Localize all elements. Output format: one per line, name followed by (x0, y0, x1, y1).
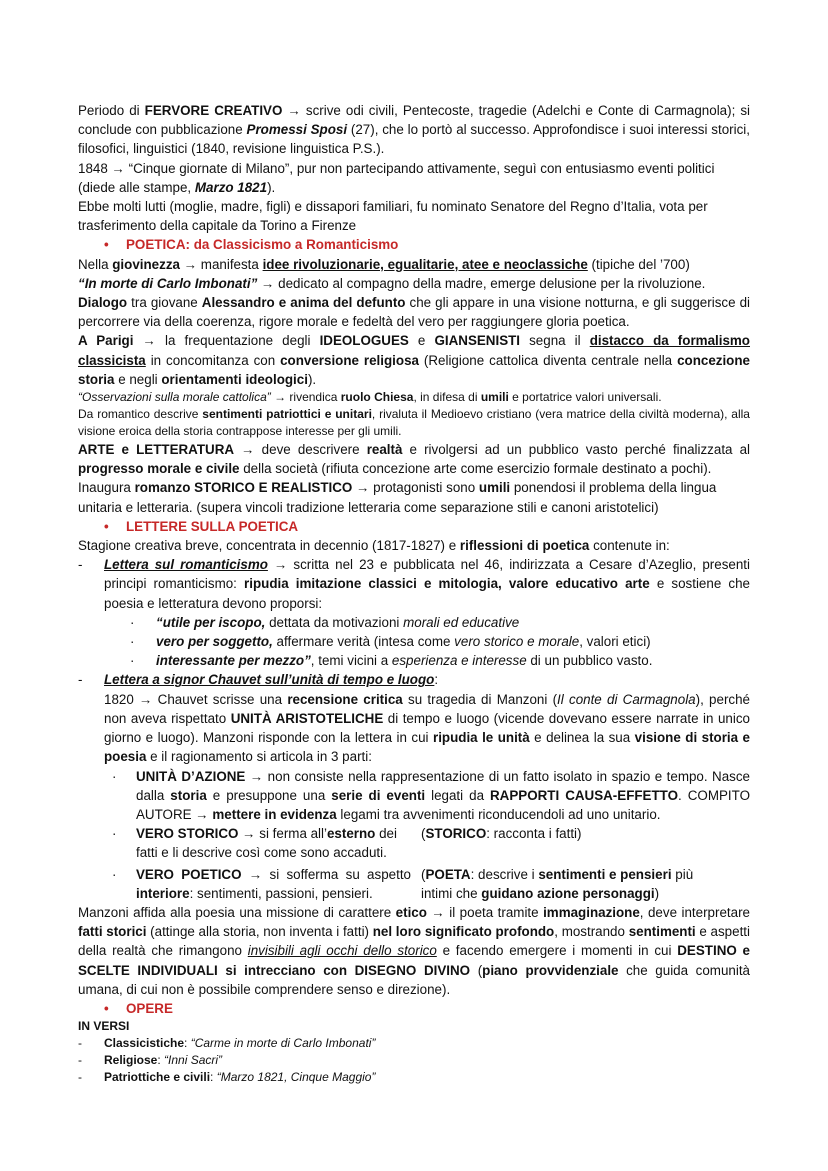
paragraph-osservazioni: “Osservazioni sulla morale cattolica” → rivendica ruolo Chiesa, in difesa di umili e portatrice valori universali. (78, 390, 662, 405)
paragraph-giovinezza: Nella giovinezza → manifesta idee rivoluzionarie, egualitarie, atee e neoclassiche (tipiche del ’700) (78, 256, 690, 272)
dash-marker: - (78, 1053, 82, 1068)
sub-item-vero-poetico: · VERO POETICO → si sofferma su aspetto interiore: sentimenti, passioni, pensieri. (112, 866, 411, 901)
sub-item-vero: · vero per soggetto, affermare verità (intesa come vero storico e morale, valori etici) (78, 632, 750, 651)
paragraph-stagione: Stagione creativa breve, concentrata in decennio (1817-1827) e riflessioni di poetica contenute in: (78, 538, 670, 554)
sub-item-interessante: · interessante per mezzo”, temi vicini a esperienza e interesse di un pubblico vasto. (78, 651, 750, 670)
list-item-lettera-romanticismo: - Lettera sul romanticismo → scritta nel 23 e pubblicata nel 46, indirizzata a Cesare d’Azeglio, presenti principi romanticismo: ripudia imitazione classici e mitologia, valore educativo arte e sostiene che poesia e letteratura devono proporsi: (78, 557, 750, 611)
section-heading-opere: • OPERE (78, 999, 750, 1018)
dot-marker: · (112, 826, 117, 842)
list-item-lettera-chauvet: - Lettera a signor Chauvet sull’unità di tempo e luogo: (78, 670, 750, 689)
list-item-classicistiche: - Classicistiche: “Carme in morte di Carlo Imbonati” (78, 1036, 376, 1051)
paragraph-dialogo: Dialogo tra giovane Alessandro e anima del defunto che gli appare in una visione notturna, e gli suggerisce di percorrere via della coerenza, rigore morale e fedeltà del vero per raggiungere gloria poetica. (78, 295, 750, 330)
dot-marker: · (112, 866, 117, 882)
paragraph-romantico: Da romantico descrive sentimenti patriottici e unitari, rivaluta il Medioevo cristiano (vera matrice della civiltà moderna), alla visione eroica della storia contrappose interesse per gli umili. (78, 407, 750, 439)
paragraph-1848: 1848 → “Cinque giornate di Milano”, pur non partecipando attivamente, seguì con entusiasmo eventi politici (diede alle stampe, Marzo 1821). (78, 160, 715, 195)
note-poeta: (POETA: descrive i sentimenti e pensieri più intimi che guidano azione personaggi) (421, 866, 694, 901)
dash-marker: - (78, 557, 83, 573)
subheading-in-versi: IN VERSI (78, 1019, 130, 1034)
sub-item-vero-storico: · VERO STORICO → si ferma all’esterno dei fatti e li descrive così come sono accaduti. (112, 826, 397, 861)
dot-marker: · (130, 653, 135, 669)
list-item-patriottiche: - Patriottiche e civili: “Marzo 1821, Cinque Maggio” (78, 1070, 376, 1085)
section-heading-poetica: • POETICA: da Classicismo a Romanticismo (78, 235, 750, 254)
section-heading-lettere: • LETTERE SULLA POETICA (78, 517, 750, 536)
bullet-icon: • (104, 1000, 109, 1016)
bullet-icon: • (104, 237, 109, 253)
dash-marker: - (78, 1036, 82, 1051)
sub-item-utile: · “utile per iscopo, dettata da motivazioni morali ed educative (78, 613, 750, 632)
dash-marker: - (78, 672, 83, 688)
row-vero-storico (78, 824, 750, 862)
paragraph-arte: ARTE e LETTERATURA → deve descrivere realtà e rivolgersi ad un pubblico vasto perché finalizzata al progresso morale e civile della società (rifiuta concezione arte come esercizio formale destinato a pochi). (78, 442, 751, 477)
paragraph-lutti: Ebbe molti lutti (moglie, madre, figli) e dissapori familiari, fu nominato Senatore del Regno d’Italia, vota per trasferimento della capitale da Torino a Firenze (78, 199, 708, 234)
paragraph-parigi: A Parigi → la frequentazione degli IDEOLOGUES e GIANSENISTI segna il distacco da formalismo classicista in concomitanza con conversione religiosa (Religione cattolica diventa centrale nella concezione storia e negli orientamenti ideologici). (78, 333, 750, 387)
row-vero-poetico (78, 865, 750, 903)
dot-marker: · (130, 614, 135, 630)
paragraph-romanzo: Inaugura romanzo STORICO E REALISTICO → protagonisti sono umili ponendosi il problema della lingua unitaria e letteraria. (supera vincoli tradizione letteraria come separazione stili e canoni aristotelici) (78, 480, 717, 515)
dot-marker: · (130, 634, 135, 650)
dot-marker: · (112, 768, 117, 784)
note-storico: (STORICO: racconta i fatti) (421, 826, 582, 842)
sub-item-unita-azione: · UNITÀ D’AZIONE → non consiste nella rappresentazione di un fatto isolato in spazio e tempo. Nasce dalla storia e presuppone una serie di eventi legati da RAPPORTI CAUSA-EFFETTO. COMPITO AUTORE → mettere in evidenza legami tra avvenimenti riconducendoli ad uno unitario. (112, 768, 750, 822)
paragraph-chauvet: 1820 → Chauvet scrisse una recensione critica su tragedia di Manzoni (Il conte di Carmagnola), perché non aveva rispettato UNITÀ ARISTOTELICHE di tempo e luogo (vicende dovevano essere narrate in unico giorno e luogo). Manzoni risponde con la lettera in cui ripudia le unità e delinea la sua visione di storia e poesia e il ragionamento si articola in 3 parti: (104, 691, 750, 765)
document-page (78, 101, 750, 1086)
dash-marker: - (78, 1070, 82, 1085)
paragraph-fervore: Periodo di FERVORE CREATIVO → scrive odi civili, Pentecoste, tragedie (Adelchi e Conte di Carmagnola); si conclude con pubblicazione Promessi Sposi (27), che lo portò al successo. Approfondisce i suoi interessi storici, filosofici, linguistici (1840, revisione linguistica P.S.). (78, 103, 751, 157)
paragraph-missione: Manzoni affida alla poesia una missione di carattere etico → il poeta tramite immaginazione, deve interpretare fatti storici (attinge alla storia, non inventa i fatti) nel loro significato profondo, mostrando sentimenti e aspetti della realtà che rimangono invisibili agli occhi dello storico e facendo emergere i momenti in cui DESTINO e SCELTE INDIVIDUALI si intrecciano con DISEGNO DIVINO (piano provvidenziale che guida comunità umana, di cui non è possibile comprendere senso e direzione). (78, 904, 751, 997)
bullet-icon: • (104, 518, 109, 534)
list-item-religiose: - Religiose: “Inni Sacri” (78, 1053, 223, 1068)
paragraph-imbonati: “In morte di Carlo Imbonati” → dedicato al compagno della madre, emerge delusione per la rivoluzione. (78, 275, 706, 291)
